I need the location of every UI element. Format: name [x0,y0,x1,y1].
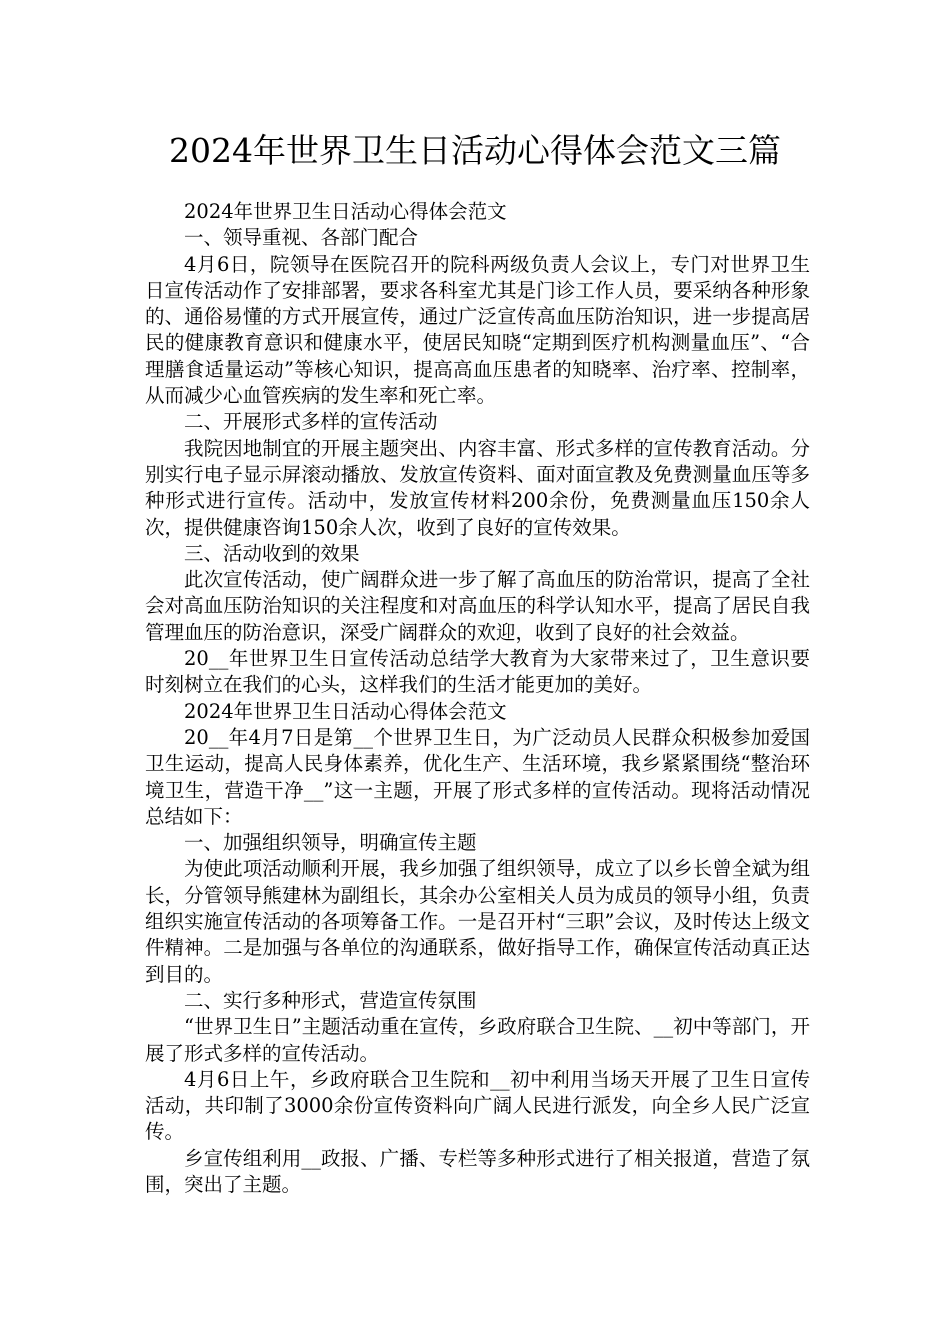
subheading: 三、活动收到的效果 [184,541,360,565]
paragraph: 乡宣传组利用__政报、广播、专栏等多种形式进行了相关报道，营造了氛围，突出了主题。 [145,1146,810,1196]
document-body [145,199,810,1198]
paragraph: 此次宣传活动，使广阔群众进一步了解了高血压的防治常识，提高了全社会对高血压防治知识的关注程度和对高血压的科学认知水平，提高了居民自我管理血压的防治意识，深受广阔群众的欢迎，收到了良好的社会效益。 [145,568,810,644]
subheading: 二、开展形式多样的宣传活动 [184,410,438,434]
document-title: 2024年世界卫生日活动心得体会范文三篇 [169,131,781,170]
paragraph: 我院因地制宜的开展主题突出、内容丰富、形式多样的宣传教育活动。分别实行电子显示屏滚动播放、发放宣传资料、面对面宣教及免费测量血压等多种形式进行宣传。活动中，发放宣传材料200余份，免费测量血压150余人次，提供健康咨询150余人次，收到了良好的宣传效果。 [145,436,810,539]
paragraph: 4月6日上午，乡政府联合卫生院和__初中利用当场天开展了卫生日宣传活动，共印制了3000余份宣传资料向广阔人民进行派发，向全乡人民广泛宣传。 [145,1067,810,1144]
section-heading: 2024年世界卫生日活动心得体会范文 [184,200,507,223]
paragraph: “世界卫生日”主题活动重在宣传，乡政府联合卫生院、__初中等部门，开展了形式多样的宣传活动。 [145,1015,810,1065]
subheading: 一、领导重视、各部门配合 [184,226,419,250]
section-heading: 2024年世界卫生日活动心得体会范文 [184,699,507,723]
subheading: 一、加强组织领导，明确宣传主题 [184,831,477,855]
paragraph: 4月6日，院领导在医院召开的院科两级负责人会议上，专门对世界卫生日宣传活动作了安排部署，要求各科室尤其是门诊工作人员，要采纳各种形象的、通俗易懂的方式开展宣传，通过广泛宣传高血压防治知识，进一步提高居民的健康教育意识和健康水平，使居民知晓“定期到医疗机构测量血压”、“合理膳食适量运动”等核心知识，提高高血压患者的知晓率、治疗率、控制率，从而减少心血管疾病的发生率和死亡率。 [145,252,810,408]
paragraph: 20__年世界卫生日宣传活动总结学大教育为大家带来过了，卫生意识要时刻树立在我们的心头，这样我们的生活才能更加的美好。 [145,647,810,697]
subheading: 二、实行多种形式，营造宣传氛围 [184,988,477,1012]
paragraph: 为使此项活动顺利开展，我乡加强了组织领导，成立了以乡长曾全斌为组长，分管领导熊建林为副组长，其余办公室相关人员为成员的领导小组，负责组织实施宣传活动的各项筹备工作。一是召开村“三职”会议，及时传达上级文件精神。二是加强与各单位的沟通联系，做好指导工作，确保宣传活动真正达到目的。 [145,857,810,986]
paragraph: 20__年4月7日是第__个世界卫生日，为广泛动员人民群众积极参加爱国卫生运动，提高人民身体素养，优化生产、生活环境，我乡紧紧围绕“整治环境卫生，营造干净__”这一主题，开展了形式多样的宣传活动。现将活动情况总结如下： [145,725,810,828]
